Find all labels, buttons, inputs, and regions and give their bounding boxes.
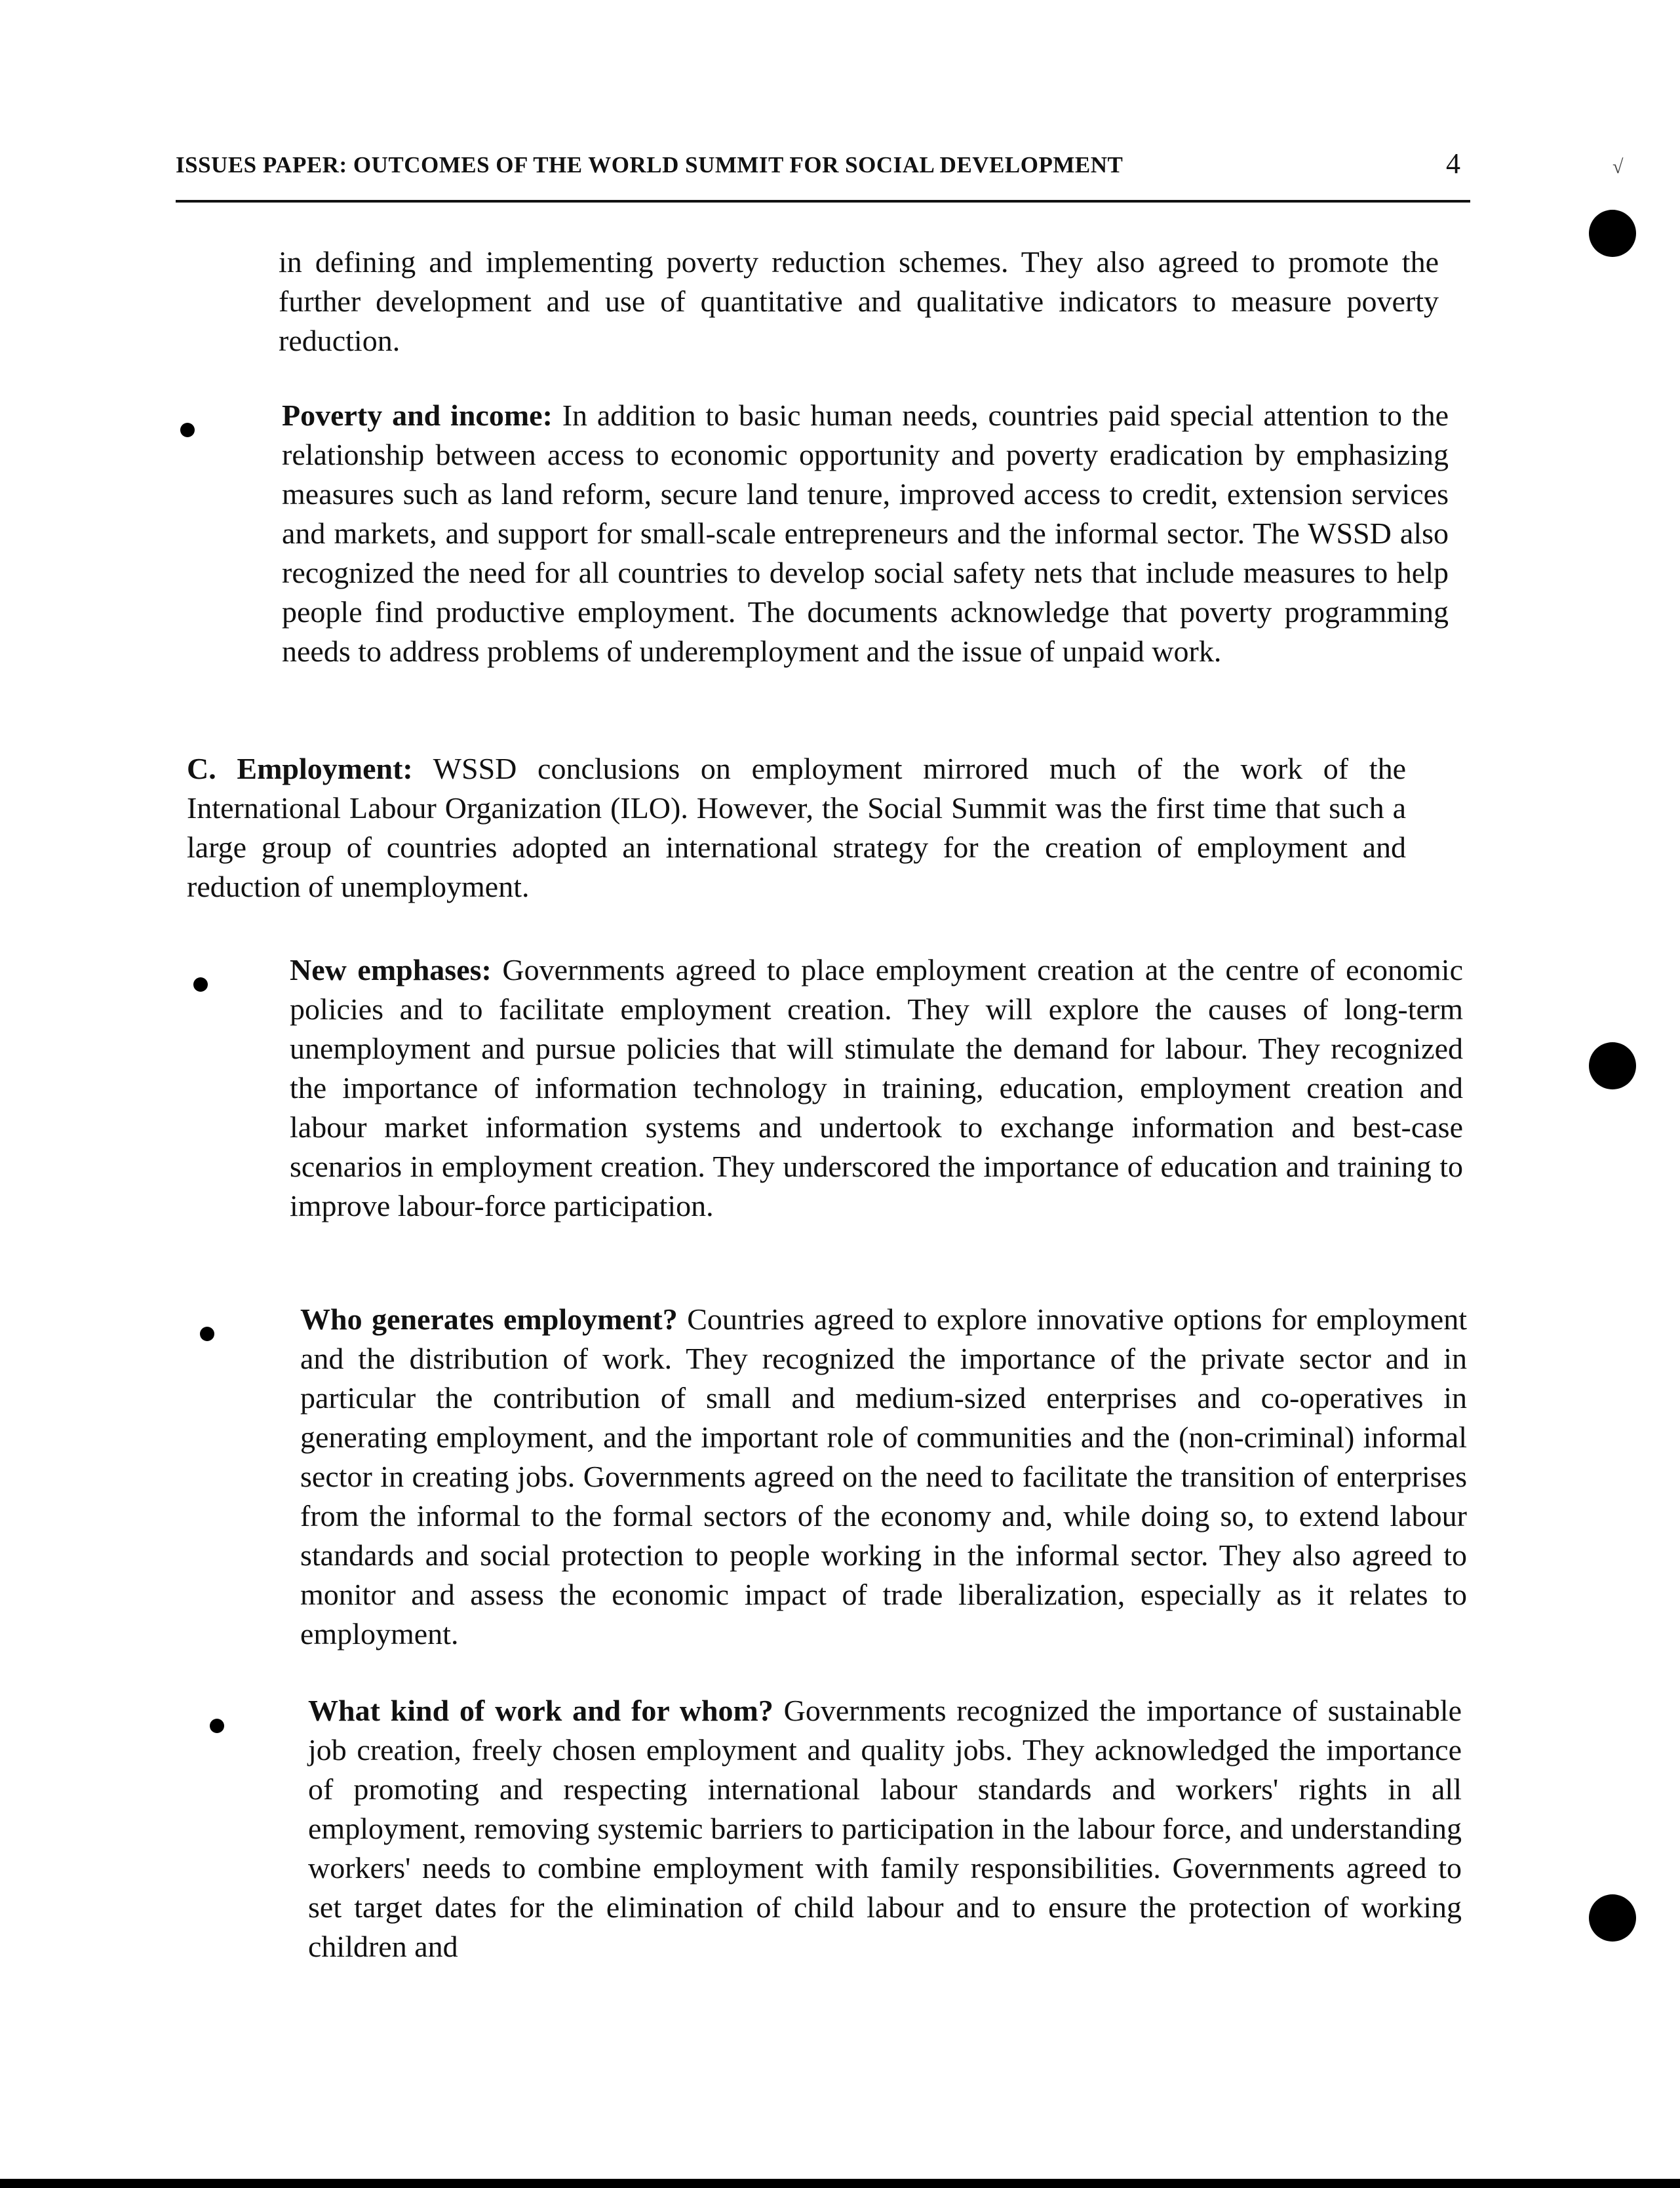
who-generates-paragraph	[300, 1300, 1467, 1654]
what-kind-paragraph	[308, 1691, 1462, 1966]
new-emphases-paragraph	[290, 950, 1463, 1226]
scan-mark: √	[1612, 156, 1624, 178]
punch-hole-bottom	[1589, 1894, 1636, 1942]
bullet	[193, 977, 208, 992]
what-kind-text: Governments recognized the importance of sustainable job creation, freely chosen employment and quality jobs. They acknowledged the importance of promoting and respecting international labour standards and workers' rights in all employment, removing systemic barriers to participation in the labour force, and understanding workers' needs to combine employment with family responsibilities. Governments agreed to set target dates for the elimination of child labour and to ensure the protection of working children and	[308, 1694, 1462, 1963]
continuation-paragraph	[279, 243, 1439, 361]
employment-paragraph	[187, 749, 1406, 907]
page-header	[176, 147, 1460, 185]
page-number: 4	[1446, 147, 1460, 180]
employment-heading: C. Employment:	[187, 752, 413, 785]
poverty-income-paragraph	[282, 396, 1449, 671]
who-generates-lead: Who generates employment?	[300, 1302, 678, 1336]
header-title: ISSUES PAPER: OUTCOMES OF THE WORLD SUMMIT FOR SOCIAL DEVELOPMENT	[176, 152, 1123, 178]
punch-hole-top	[1589, 210, 1636, 257]
new-emphases-text: Governments agreed to place employment creation at the centre of economic policies and to facilitate employment creation. They will explore the causes of long-term unemployment and pursue policies that will stimulate the demand for labour. They recognized the importance of information technology in training, education, employment creation and labour market information systems and undertook to exchange information and best-case scenarios in employment creation. They underscored the importance of education and training to improve labour-force participation.	[290, 953, 1463, 1222]
punch-hole-middle	[1589, 1042, 1636, 1089]
bullet	[180, 423, 195, 437]
employment-text: WSSD conclusions on employment mirrored much of the work of the International Labour Organization (ILO). However, the Social Summit was the first time that such a large group of countries adopted an international strategy for the creation of employment and reduction of unemployment.	[187, 752, 1407, 903]
scan-border-bottom	[0, 2179, 1680, 2188]
new-emphases-lead: New emphases:	[290, 953, 492, 987]
bullet	[210, 1719, 224, 1733]
continuation-text: in defining and implementing poverty reduction schemes. They also agreed to promote the further development and use of quantitative and qualitative indicators to measure poverty reduction.	[279, 245, 1439, 357]
bullet	[200, 1327, 214, 1341]
header-rule	[176, 200, 1470, 203]
poverty-income-lead: Poverty and income:	[282, 399, 553, 432]
what-kind-lead: What kind of work and for whom?	[308, 1694, 773, 1727]
who-generates-text: Countries agreed to explore innovative options for employment and the distribution of work. They recognized the importance of the private sector and in particular the contribution of small and medium-sized enterprises and co-operatives in generating employment, and the important role of communities and the (non-criminal) informal sector in creating jobs. Governments agreed on the need to facilitate the transition of enterprises from the informal to the formal sectors of the economy and, while doing so, to extend labour standards and social protection to people working in the informal sector. They also agreed to monitor and assess the economic impact of trade liberalization, especially as it relates to employment.	[300, 1302, 1468, 1651]
poverty-income-text: In addition to basic human needs, countries paid special attention to the relationship between access to economic opportunity and poverty eradication by emphasizing measures such as land reform, secure land tenure, improved access to credit, extension services and markets, and support for small-scale entrepreneurs and the informal sector. The WSSD also recognized the need for all countries to develop social safety nets that include measures to help people find productive employment. The documents acknowledge that poverty programming needs to address problems of underemployment and the issue of unpaid work.	[282, 399, 1449, 668]
